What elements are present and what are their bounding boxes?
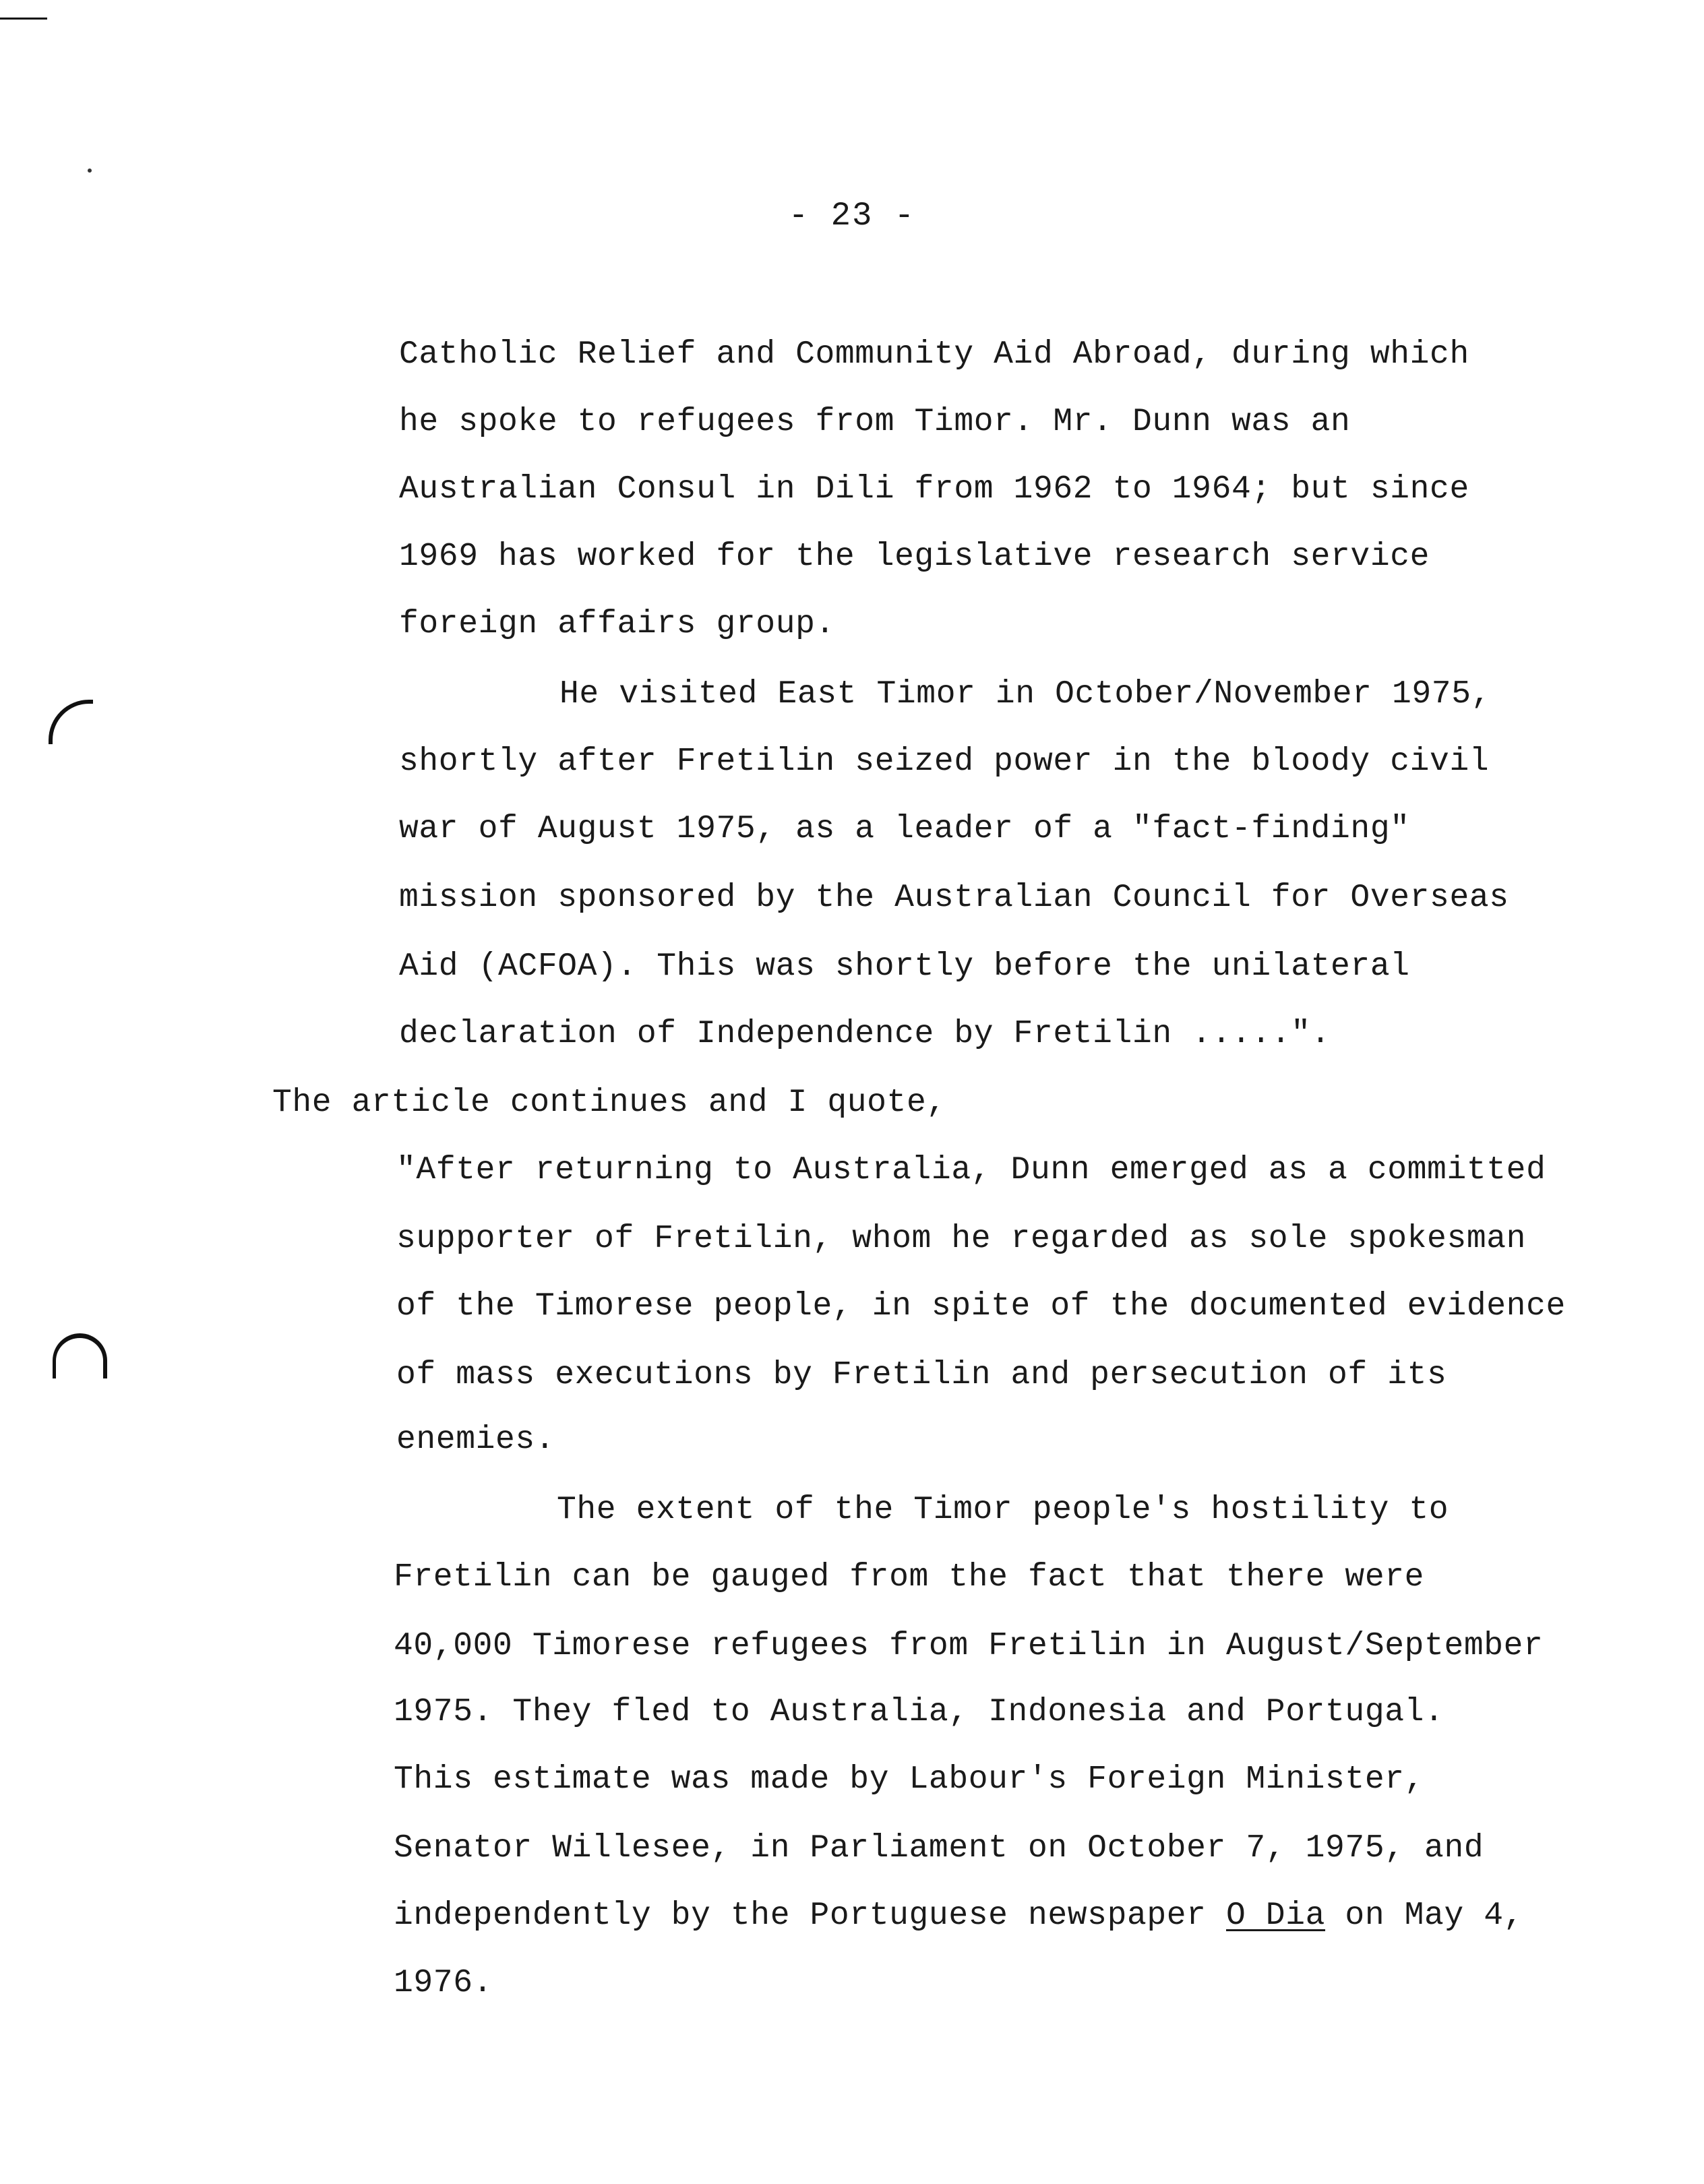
- quote4-line-1: The extent of the Timor people's hostility to: [557, 1492, 1449, 1528]
- quote2-line-1: He visited East Timor in October/November 1975,: [559, 676, 1492, 712]
- scan-edge-mark: [0, 18, 47, 20]
- quote4-line-6: Senator Willesee, in Parliament on October 7, 1975, and: [394, 1830, 1484, 1867]
- quote2-line-5: Aid (ACFOA). This was shortly before the unilateral: [399, 948, 1410, 985]
- quote3-line-5: enemies.: [396, 1422, 555, 1458]
- quote4-line-2: Fretilin can be gauged from the fact that there were: [394, 1559, 1425, 1596]
- quote2-line-2: shortly after Fretilin seized power in the bloody civil: [399, 744, 1490, 780]
- newspaper-title: O Dia: [1226, 1898, 1326, 1934]
- quote1-line-4: 1969 has worked for the legislative research service: [399, 539, 1430, 575]
- quote1-line-5: foreign affairs group.: [399, 606, 835, 642]
- quote4-line-8: 1976.: [394, 1965, 493, 2001]
- quote4-line-4: 1975. They fled to Australia, Indonesia and Portugal.: [394, 1694, 1444, 1730]
- quote3-line-1: "After returning to Australia, Dunn emerged as a committed: [396, 1152, 1546, 1188]
- quote1-line-2: he spoke to refugees from Timor. Mr. Dunn was an: [399, 404, 1351, 440]
- quote4-line-3: 40,000 Timorese refugees from Fretilin in August/September: [394, 1628, 1544, 1664]
- binder-hole-mark-upper: [49, 700, 93, 744]
- quote4-line-7-prefix: independently by the Portuguese newspaper: [394, 1898, 1226, 1934]
- quote2-line-4: mission sponsored by the Australian Council for Overseas: [399, 880, 1509, 916]
- quote3-line-4: of mass executions by Fretilin and persecution of its: [396, 1357, 1447, 1393]
- binder-hole-mark-lower: [53, 1333, 107, 1378]
- quote1-line-1: Catholic Relief and Community Aid Abroad, during which: [399, 336, 1469, 373]
- page-number: - 23 -: [788, 197, 916, 235]
- quote4-line-7-suffix: on May 4,: [1325, 1898, 1524, 1934]
- body-continues: The article continues and I quote,: [272, 1085, 946, 1121]
- quote1-line-3: Australian Consul in Dili from 1962 to 1964; but since: [399, 471, 1469, 508]
- quote3-line-2: supporter of Fretilin, whom he regarded as sole spokesman: [396, 1221, 1527, 1257]
- quote2-line-6: declaration of Independence by Fretilin .....".: [399, 1016, 1331, 1052]
- quote3-line-3: of the Timorese people, in spite of the documented evidence: [396, 1288, 1566, 1325]
- scan-speck: [88, 169, 92, 173]
- quote2-line-3: war of August 1975, as a leader of a "fact-finding": [399, 811, 1410, 847]
- quote4-line-7: [394, 1895, 1523, 1936]
- quote4-line-5: This estimate was made by Labour's Foreign Minister,: [394, 1761, 1425, 1798]
